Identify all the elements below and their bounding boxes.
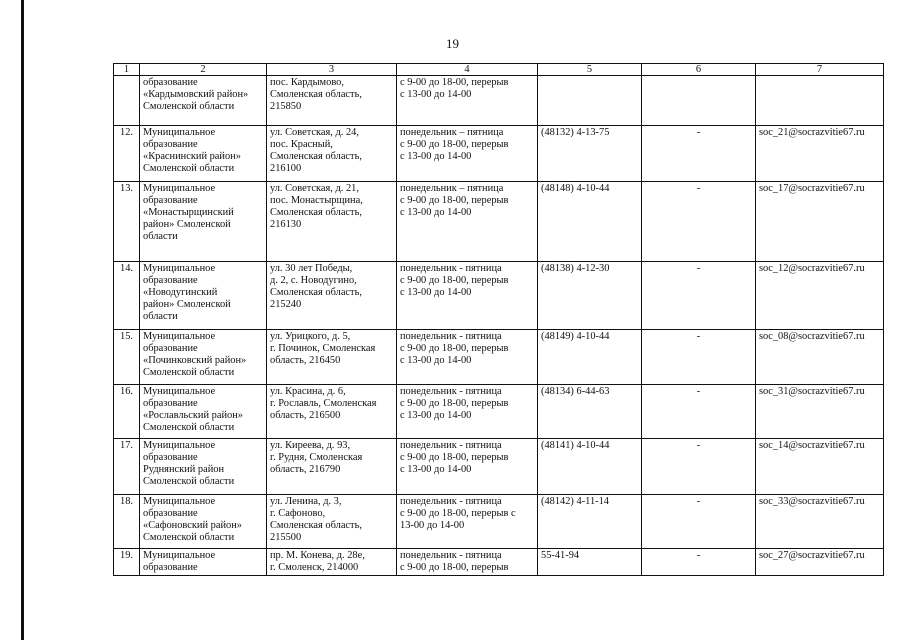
- schedule-line: с 13-00 до 14-00: [400, 410, 472, 421]
- email-cell: soc_08@socrazvitie67.ru: [756, 330, 884, 385]
- organization-cell: [140, 385, 267, 439]
- address-cell: [267, 262, 397, 330]
- schedule-line: с 9-00 до 18-00, перерыв: [400, 77, 509, 88]
- page-number: 19: [446, 36, 459, 51]
- schedule-line: понедельник - пятница: [400, 331, 502, 342]
- address-line: ул. Красина, д. 6,: [270, 386, 346, 397]
- schedule-line: понедельник - пятница: [400, 496, 502, 507]
- schedule-line: понедельник - пятница: [400, 386, 502, 397]
- address-cell: [267, 182, 397, 262]
- schedule-line: с 13-00 до 14-00: [400, 207, 472, 218]
- table-row: [114, 495, 884, 549]
- header-cell: 7: [756, 64, 884, 76]
- organization-cell: [140, 330, 267, 385]
- header-cell: 6: [642, 64, 756, 76]
- address-line: ул. Ленина, д. 3,: [270, 496, 342, 507]
- table-row: [114, 76, 884, 126]
- name-line: образование: [143, 77, 198, 88]
- schedule-line: с 13-00 до 14-00: [400, 464, 472, 475]
- fax-cell: -: [642, 385, 756, 439]
- services-table: [113, 63, 884, 576]
- address-cell: [267, 495, 397, 549]
- fax-cell: -: [642, 182, 756, 262]
- name-line: Муниципальное: [143, 440, 216, 451]
- address-line: область, 216500: [270, 410, 341, 421]
- header-cell: 1: [114, 64, 140, 76]
- email-cell: soc_21@socrazvitie67.ru: [756, 126, 884, 182]
- table-row: [114, 330, 884, 385]
- schedule-line: с 13-00 до 14-00: [400, 151, 472, 162]
- name-line: образование: [143, 398, 198, 409]
- email-cell: soc_27@socrazvitie67.ru: [756, 549, 884, 576]
- fax-cell: -: [642, 126, 756, 182]
- row-number-cell: 14.: [114, 262, 140, 330]
- schedule-line: с 13-00 до 14-00: [400, 287, 472, 298]
- address-line: Смоленская область,: [270, 89, 362, 100]
- address-line: пр. М. Конева, д. 28е,: [270, 550, 365, 561]
- phone-cell: (48148) 4-10-44: [538, 182, 642, 262]
- name-line: Муниципальное: [143, 386, 216, 397]
- schedule-line: понедельник – пятница: [400, 183, 504, 194]
- row-number-cell: 13.: [114, 182, 140, 262]
- header-cell: 5: [538, 64, 642, 76]
- schedule-line: с 9-00 до 18-00, перерыв: [400, 398, 509, 409]
- schedule-line: с 9-00 до 18-00, перерыв: [400, 275, 509, 286]
- schedule-line: с 9-00 до 18-00, перерыв: [400, 343, 509, 354]
- name-line: «Кардымовский район»: [143, 89, 249, 100]
- name-line: «Новодугинский: [143, 287, 218, 298]
- name-line: области: [143, 231, 178, 242]
- schedule-line: с 13-00 до 14-00: [400, 89, 472, 100]
- phone-cell: 55-41-94: [538, 549, 642, 576]
- address-line: д. 2, с. Новодугино,: [270, 275, 357, 286]
- address-cell: [267, 439, 397, 495]
- address-line: 215850: [270, 101, 302, 112]
- table-row: [114, 385, 884, 439]
- fax-cell: -: [642, 262, 756, 330]
- address-line: г. Рудня, Смоленская: [270, 452, 363, 463]
- name-line: Муниципальное: [143, 263, 216, 274]
- phone-cell: (48134) 6-44-63: [538, 385, 642, 439]
- fax-cell: -: [642, 330, 756, 385]
- schedule-line: с 9-00 до 18-00, перерыв: [400, 562, 509, 573]
- schedule-cell: [397, 76, 538, 126]
- table-row: [114, 549, 884, 576]
- fax-cell: -: [642, 439, 756, 495]
- schedule-line: с 9-00 до 18-00, перерыв: [400, 195, 509, 206]
- schedule-cell: [397, 330, 538, 385]
- schedule-line: понедельник - пятница: [400, 550, 502, 561]
- organization-cell: [140, 439, 267, 495]
- name-line: области: [143, 311, 178, 322]
- email-cell: soc_12@socrazvitie67.ru: [756, 262, 884, 330]
- name-line: Муниципальное: [143, 183, 216, 194]
- email-cell: soc_14@socrazvitie67.ru: [756, 439, 884, 495]
- schedule-cell: [397, 495, 538, 549]
- address-line: Смоленская область,: [270, 207, 362, 218]
- organization-cell: [140, 549, 267, 576]
- address-line: область, 216450: [270, 355, 341, 366]
- table-row: [114, 126, 884, 182]
- name-line: Смоленской области: [143, 422, 235, 433]
- name-line: Руднянский район: [143, 464, 225, 475]
- row-number-cell: 16.: [114, 385, 140, 439]
- name-line: образование: [143, 562, 198, 573]
- address-line: область, 216790: [270, 464, 341, 475]
- schedule-line: понедельник - пятница: [400, 440, 502, 451]
- name-line: «Монастырщинский: [143, 207, 234, 218]
- left-margin-bar: [21, 0, 24, 640]
- fax-cell: -: [642, 549, 756, 576]
- address-line: 215500: [270, 532, 302, 543]
- address-line: ул. Советская, д. 24,: [270, 127, 359, 138]
- name-line: «Рославльский район»: [143, 410, 243, 421]
- address-cell: [267, 385, 397, 439]
- address-cell: [267, 330, 397, 385]
- address-line: 216100: [270, 163, 302, 174]
- address-cell: [267, 126, 397, 182]
- name-line: образование: [143, 275, 198, 286]
- schedule-cell: [397, 182, 538, 262]
- organization-cell: [140, 262, 267, 330]
- row-number-cell: 17.: [114, 439, 140, 495]
- address-line: пос. Красный,: [270, 139, 333, 150]
- address-line: г. Починок, Смоленская: [270, 343, 376, 354]
- fax-cell: [642, 76, 756, 126]
- name-line: Смоленской области: [143, 476, 235, 487]
- schedule-line: понедельник – пятница: [400, 127, 504, 138]
- address-line: Смоленская область,: [270, 151, 362, 162]
- table-row: [114, 439, 884, 495]
- email-cell: soc_31@socrazvitie67.ru: [756, 385, 884, 439]
- schedule-line: с 9-00 до 18-00, перерыв: [400, 139, 509, 150]
- name-line: образование: [143, 343, 198, 354]
- name-line: район» Смоленской: [143, 299, 231, 310]
- name-line: образование: [143, 139, 198, 150]
- schedule-line: понедельник - пятница: [400, 263, 502, 274]
- row-number-cell: [114, 76, 140, 126]
- address-line: пос. Кардымово,: [270, 77, 344, 88]
- phone-cell: (48138) 4-12-30: [538, 262, 642, 330]
- schedule-line: 13-00 до 14-00: [400, 520, 465, 531]
- address-line: ул. Урицкого, д. 5,: [270, 331, 351, 342]
- table-row: [114, 182, 884, 262]
- address-line: пос. Монастырщина,: [270, 195, 363, 206]
- row-number-cell: 18.: [114, 495, 140, 549]
- email-cell: soc_33@socrazvitie67.ru: [756, 495, 884, 549]
- row-number-cell: 15.: [114, 330, 140, 385]
- name-line: Смоленской области: [143, 101, 235, 112]
- name-line: район» Смоленской: [143, 219, 231, 230]
- name-line: Смоленской области: [143, 532, 235, 543]
- organization-cell: [140, 495, 267, 549]
- address-line: г. Рославль, Смоленская: [270, 398, 377, 409]
- schedule-cell: [397, 385, 538, 439]
- name-line: образование: [143, 452, 198, 463]
- address-line: г. Смоленск, 214000: [270, 562, 359, 573]
- name-line: Смоленской области: [143, 367, 235, 378]
- name-line: «Краснинский район»: [143, 151, 241, 162]
- email-cell: soc_17@socrazvitie67.ru: [756, 182, 884, 262]
- schedule-line: с 9-00 до 18-00, перерыв с: [400, 508, 516, 519]
- row-number-cell: 12.: [114, 126, 140, 182]
- address-line: ул. Советская, д. 21,: [270, 183, 359, 194]
- phone-cell: (48141) 4-10-44: [538, 439, 642, 495]
- phone-cell: (48132) 4-13-75: [538, 126, 642, 182]
- header-cell: 3: [267, 64, 397, 76]
- schedule-line: с 9-00 до 18-00, перерыв: [400, 452, 509, 463]
- address-cell: [267, 549, 397, 576]
- name-line: образование: [143, 508, 198, 519]
- name-line: Смоленской области: [143, 163, 235, 174]
- schedule-cell: [397, 549, 538, 576]
- address-line: г. Сафоново,: [270, 508, 326, 519]
- header-cell: 4: [397, 64, 538, 76]
- schedule-cell: [397, 262, 538, 330]
- schedule-line: с 13-00 до 14-00: [400, 355, 472, 366]
- organization-cell: [140, 182, 267, 262]
- phone-cell: [538, 76, 642, 126]
- address-line: ул. Киреева, д. 93,: [270, 440, 351, 451]
- phone-cell: (48149) 4-10-44: [538, 330, 642, 385]
- name-line: Муниципальное: [143, 550, 216, 561]
- address-line: ул. 30 лет Победы,: [270, 263, 353, 274]
- organization-cell: [140, 126, 267, 182]
- schedule-cell: [397, 439, 538, 495]
- table-row: [114, 262, 884, 330]
- organization-cell: [140, 76, 267, 126]
- fax-cell: -: [642, 495, 756, 549]
- schedule-cell: [397, 126, 538, 182]
- table-header-row: [114, 64, 884, 76]
- address-line: 215240: [270, 299, 302, 310]
- name-line: образование: [143, 195, 198, 206]
- name-line: «Сафоновский район»: [143, 520, 242, 531]
- email-cell: [756, 76, 884, 126]
- address-cell: [267, 76, 397, 126]
- row-number-cell: 19.: [114, 549, 140, 576]
- name-line: Муниципальное: [143, 496, 216, 507]
- name-line: Муниципальное: [143, 331, 216, 342]
- address-line: Смоленская область,: [270, 520, 362, 531]
- phone-cell: (48142) 4-11-14: [538, 495, 642, 549]
- name-line: «Починковский район»: [143, 355, 247, 366]
- header-cell: 2: [140, 64, 267, 76]
- address-line: 216130: [270, 219, 302, 230]
- address-line: Смоленская область,: [270, 287, 362, 298]
- name-line: Муниципальное: [143, 127, 216, 138]
